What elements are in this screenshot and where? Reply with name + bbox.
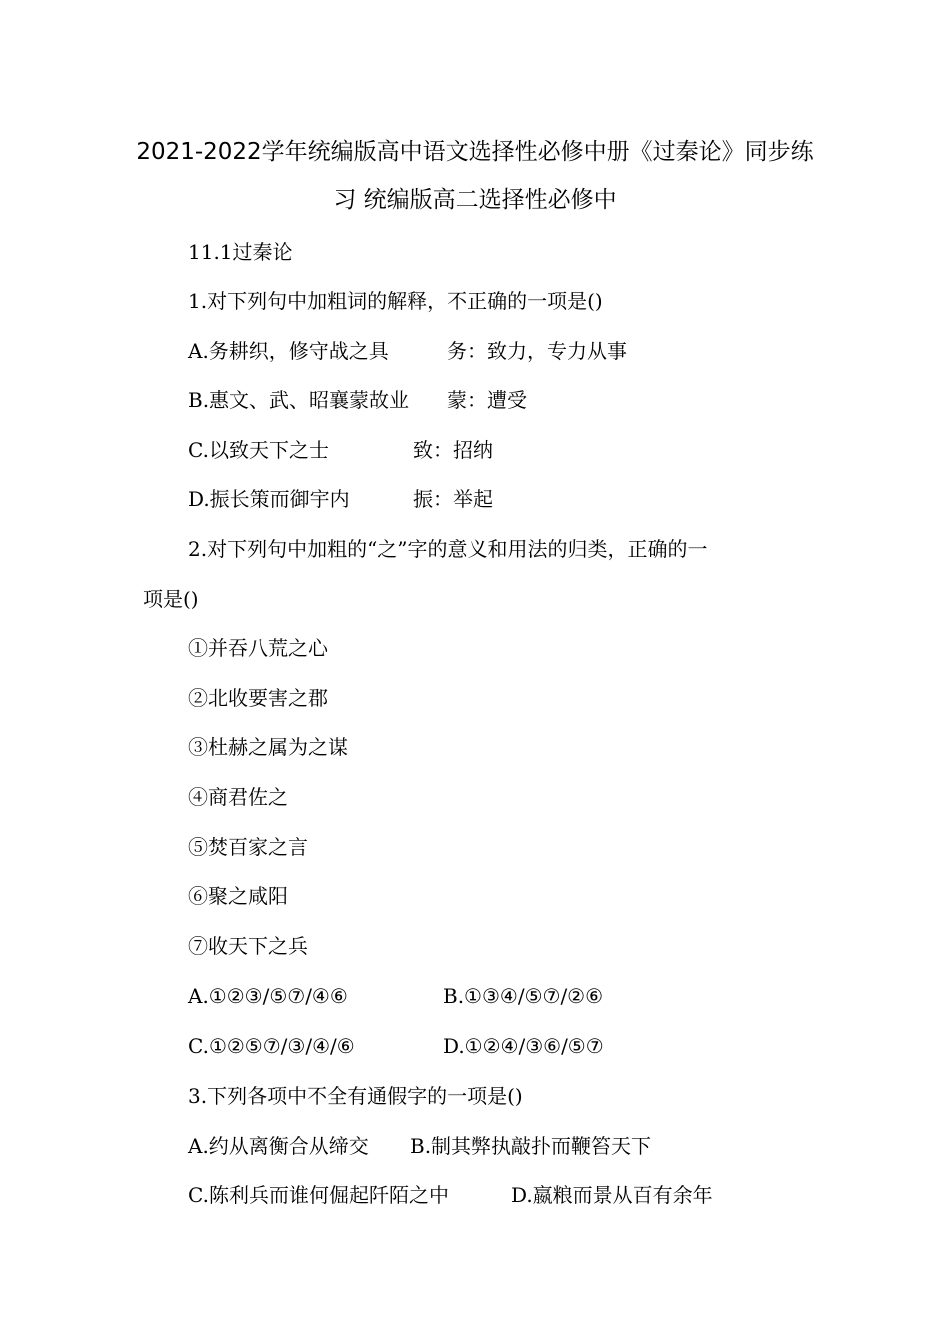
question-1-option-b: B.惠文、武、昭襄蒙故业 — [188, 388, 410, 412]
question-3-option-d: D.嬴粮而景从百有余年 — [511, 1183, 713, 1207]
question-2-option-b: B.①③④/⑤⑦/②⑥ — [443, 984, 604, 1008]
question-2-option-c: C.①②⑤⑦/③/④/⑥ — [188, 1034, 355, 1058]
question-2-option-d: D.①②④/③⑥/⑤⑦ — [443, 1034, 604, 1058]
question-2-item-5: ⑤焚百家之言 — [188, 835, 308, 859]
question-2-item-7: ⑦收天下之兵 — [188, 934, 308, 958]
question-2-stem-continued: 项是() — [143, 587, 199, 611]
question-3-option-a: A.约从离衡合从缔交 — [188, 1134, 369, 1158]
question-2-item-4: ④商君佐之 — [188, 785, 288, 809]
question-1-option-a-gloss: 务：致力，专力从事 — [447, 339, 627, 363]
question-1-option-d: D.振长策而御宇内 — [188, 487, 350, 511]
question-1-option-b-gloss: 蒙：遭受 — [447, 388, 527, 412]
question-3-option-b: B.制其弊执敲扑而鞭笞天下 — [410, 1134, 652, 1158]
section-heading: 11.1过秦论 — [188, 240, 293, 264]
question-3-stem: 3.下列各项中不全有通假字的一项是() — [188, 1084, 523, 1108]
question-2-stem: 2.对下列句中加粗的“之”字的意义和用法的归类，正确的一 — [188, 537, 708, 561]
question-2-item-1: ①并吞八荒之心 — [188, 636, 328, 660]
question-2-item-6: ⑥聚之咸阳 — [188, 884, 288, 908]
question-2-item-3: ③杜赫之属为之谋 — [188, 735, 348, 759]
question-1-option-c-gloss: 致：招纳 — [413, 438, 493, 462]
document-title-line2: 习 统编版高二选择性必修中 — [333, 187, 617, 213]
question-1-option-a: A.务耕织，修守战之具 — [188, 339, 389, 363]
question-2-option-a: A.①②③/⑤⑦/④⑥ — [188, 984, 348, 1008]
question-2-item-2: ②北收要害之郡 — [188, 686, 328, 710]
question-1-option-d-gloss: 振：举起 — [413, 487, 493, 511]
question-1-option-c: C.以致天下之士 — [188, 438, 329, 462]
document-title-line1: 2021-2022学年统编版高中语文选择性必修中册《过秦论》同步练 — [136, 139, 814, 165]
question-1-stem: 1.对下列句中加粗词的解释，不正确的一项是() — [188, 289, 603, 313]
question-3-option-c: C.陈利兵而谁何倔起阡陌之中 — [188, 1183, 449, 1207]
